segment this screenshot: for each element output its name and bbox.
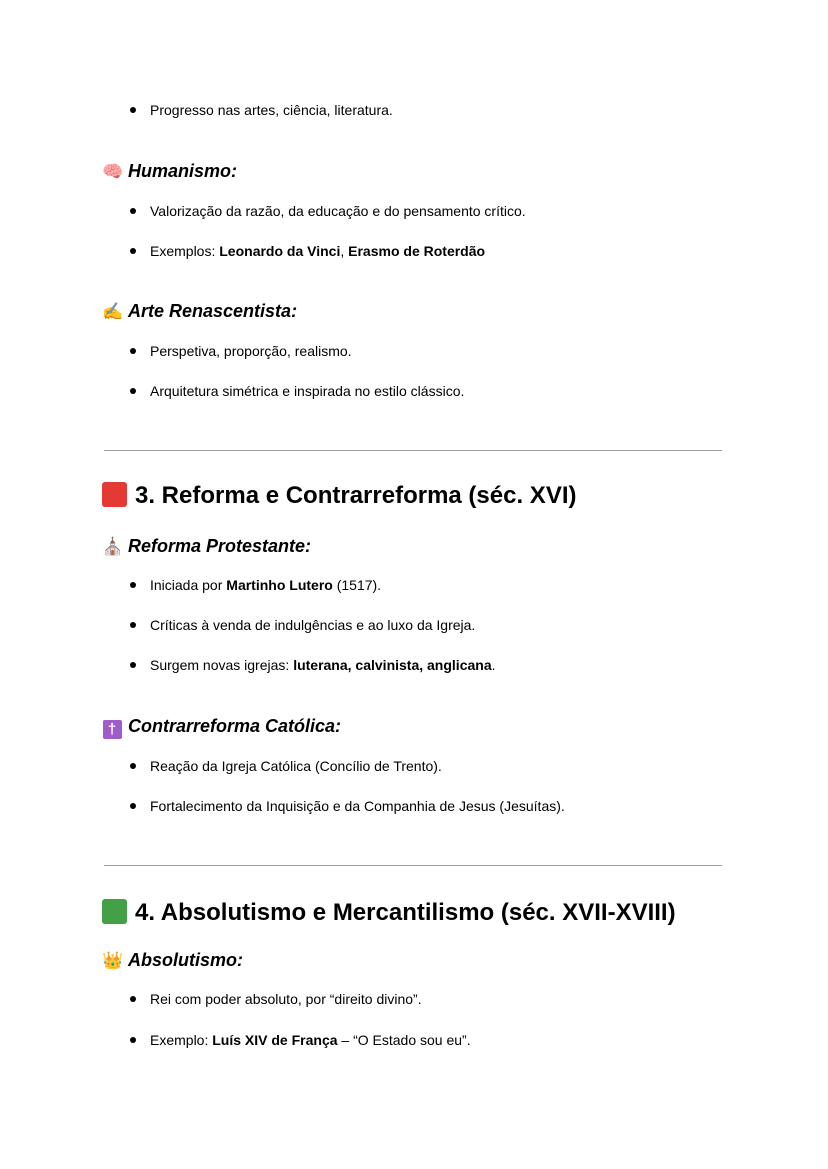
- text: .: [491, 657, 496, 673]
- text: (1517).: [332, 577, 382, 593]
- latin-cross-icon: †: [102, 715, 122, 739]
- crown-icon: 👑: [102, 951, 124, 970]
- bold-text: Leonardo da Vinci: [219, 243, 341, 259]
- heading-text: Humanismo:: [128, 161, 238, 181]
- list-item: [150, 241, 485, 261]
- list-item: Arquitetura simétrica e inspirada no estilo clássico.: [150, 383, 465, 399]
- section-heading-4: [102, 898, 676, 928]
- divider: [104, 450, 722, 451]
- heading-text: Reforma Protestante:: [128, 536, 312, 556]
- heading-reforma: [102, 534, 311, 559]
- divider: [104, 865, 722, 866]
- heading-contrarreforma: [102, 714, 341, 739]
- list-item: Fortalecimento da Inquisição e da Companhia de Jesus (Jesuítas).: [150, 798, 565, 814]
- list-item: Rei com poder absoluto, por “direito divino”.: [150, 991, 422, 1007]
- list-item: Reação da Igreja Católica (Concílio de Trento).: [150, 758, 442, 774]
- brain-icon: 🧠: [102, 162, 124, 181]
- heading-text: 3. Reforma e Contrarreforma (séc. XVI): [135, 482, 577, 509]
- section-heading-3: [102, 481, 576, 511]
- church-icon: ⛪: [102, 537, 124, 556]
- heading-text: Absolutismo:: [128, 950, 243, 970]
- text: Exemplos:: [150, 243, 220, 259]
- list-item: [150, 1030, 471, 1050]
- heading-text: Contrarreforma Católica:: [128, 716, 342, 736]
- red-square-icon: [102, 482, 127, 507]
- bold-text: Luís XIV de França: [212, 1032, 338, 1048]
- heading-text: Arte Renascentista:: [128, 301, 298, 321]
- heading-absolutismo: [102, 948, 243, 973]
- bold-text: Erasmo de Roterdão: [348, 243, 486, 259]
- text: Iniciada por: [150, 577, 227, 593]
- heading-humanismo: [102, 159, 237, 184]
- heading-text: 4. Absolutismo e Mercantilismo (séc. XVII-XVIII): [135, 899, 676, 926]
- list-item: Progresso nas artes, ciência, literatura.: [150, 102, 393, 118]
- list-item: Críticas à venda de indulgências e ao luxo da Igreja.: [150, 617, 476, 633]
- list-item: [150, 655, 496, 675]
- heading-arte: [102, 299, 297, 324]
- text: ,: [340, 243, 349, 259]
- list-item: Perspetiva, proporção, realismo.: [150, 343, 352, 359]
- writing-hand-icon: ✍: [102, 302, 124, 321]
- list-item: [150, 575, 381, 595]
- text: Surgem novas igrejas:: [150, 657, 294, 673]
- list-item: Valorização da razão, da educação e do pensamento crítico.: [150, 203, 526, 219]
- text: – “O Estado sou eu”.: [337, 1032, 471, 1048]
- green-square-icon: [102, 899, 127, 924]
- text: Exemplo:: [150, 1032, 213, 1048]
- bold-text: luterana, calvinista, anglicana: [293, 657, 492, 673]
- bold-text: Martinho Lutero: [226, 577, 333, 593]
